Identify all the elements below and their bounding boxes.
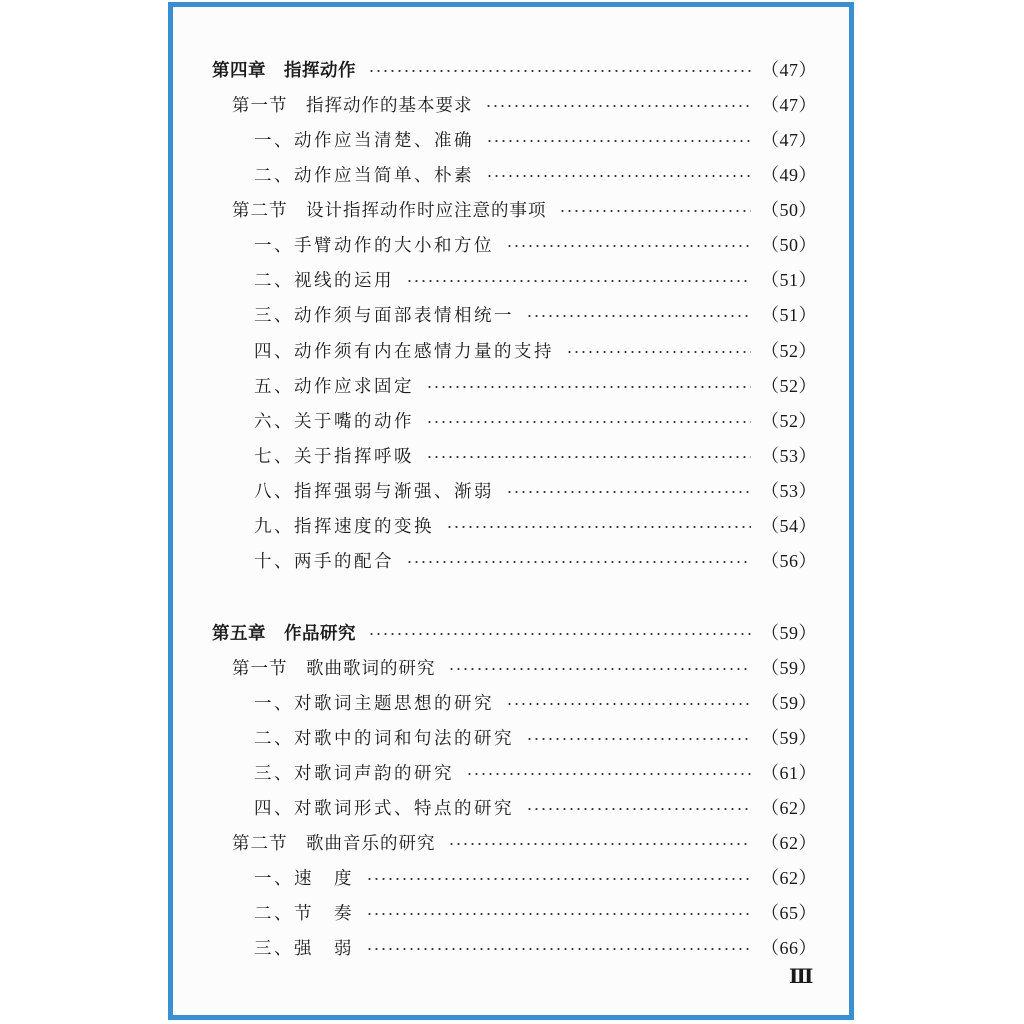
toc-page-number: （49） xyxy=(761,165,817,185)
toc-page-number: （52） xyxy=(761,411,817,431)
dot-leader xyxy=(366,913,751,915)
dot-leader xyxy=(426,456,751,458)
toc-chapter xyxy=(212,617,817,647)
toc-page-number: （47） xyxy=(761,130,817,150)
toc-page-number: （53） xyxy=(761,446,817,466)
toc-entry-title: 三、强 弱 xyxy=(254,938,354,959)
toc-entry-title: 十、两手的配合 xyxy=(254,551,394,572)
toc-entry-title: 第二节 歌曲音乐的研究 xyxy=(232,833,436,854)
toc-page-number: （51） xyxy=(761,305,817,325)
toc-item xyxy=(254,757,817,787)
toc-entry-title: 第一节 指挥动作的基本要求 xyxy=(232,95,473,116)
dot-leader xyxy=(368,633,751,635)
dot-leader xyxy=(526,808,751,810)
toc-entry-title: 二、动作应当简单、朴素 xyxy=(254,165,474,186)
toc-entry-title: 二、对歌中的词和句法的研究 xyxy=(254,728,514,749)
toc-item xyxy=(254,159,817,189)
toc-page-number: （62） xyxy=(761,833,817,853)
toc-section xyxy=(232,194,817,224)
dot-leader xyxy=(466,773,751,775)
toc-entry-title: 一、手臂动作的大小和方位 xyxy=(254,235,494,256)
toc-page-number: （47） xyxy=(761,95,817,115)
toc-item xyxy=(254,299,817,329)
toc-item xyxy=(254,932,817,962)
toc-item xyxy=(254,264,817,294)
toc-section xyxy=(232,827,817,857)
toc-section xyxy=(232,89,817,119)
toc-entry-title: 八、指挥强弱与渐强、渐弱 xyxy=(254,481,494,502)
dot-leader xyxy=(426,421,751,423)
toc-page-number: （51） xyxy=(761,270,817,290)
toc-entry-title: 第五章 作品研究 xyxy=(212,623,356,644)
dot-leader xyxy=(485,105,752,107)
toc-item xyxy=(254,862,817,892)
toc-item xyxy=(254,405,817,435)
toc-page-number: （54） xyxy=(761,516,817,536)
dot-leader xyxy=(486,175,751,177)
toc-page-number: （59） xyxy=(761,728,817,748)
toc-entry-title: 一、对歌词主题思想的研究 xyxy=(254,693,494,714)
toc-item xyxy=(254,545,817,575)
toc-page-number: （47） xyxy=(761,60,817,80)
dot-leader xyxy=(366,948,751,950)
page-number: Ⅲ xyxy=(789,966,814,988)
toc-page-number: （50） xyxy=(761,200,817,220)
toc-entry-title: 三、对歌词声韵的研究 xyxy=(254,763,454,784)
toc-item xyxy=(254,897,817,927)
toc-entry-title: 九、指挥速度的变换 xyxy=(254,516,434,537)
dot-leader xyxy=(406,561,751,563)
toc-entry-title: 六、关于嘴的动作 xyxy=(254,411,414,432)
dot-leader xyxy=(448,843,752,845)
toc-entry-title: 二、视线的运用 xyxy=(254,270,394,291)
toc-entry-title: 四、动作须有内在感情力量的支持 xyxy=(254,341,554,362)
toc-page-number: （52） xyxy=(761,341,817,361)
dot-leader xyxy=(368,70,751,72)
toc-page-number: （61） xyxy=(761,763,817,783)
dot-leader xyxy=(506,245,751,247)
toc-entry-title: 第四章 指挥动作 xyxy=(212,60,356,81)
dot-leader xyxy=(559,210,752,212)
toc-item xyxy=(254,440,817,470)
toc-page-number: （65） xyxy=(761,903,817,923)
toc-item xyxy=(254,335,817,365)
toc-entry-title: 一、速 度 xyxy=(254,868,354,889)
toc-page-number: （52） xyxy=(761,376,817,396)
toc-page-number: （59） xyxy=(761,623,817,643)
dot-leader xyxy=(526,738,751,740)
toc-page-number: （59） xyxy=(761,658,817,678)
toc-entry-title: 四、对歌词形式、特点的研究 xyxy=(254,798,514,819)
toc-page-number: （59） xyxy=(761,693,817,713)
toc-section xyxy=(232,652,817,682)
toc-page-number: （53） xyxy=(761,481,817,501)
toc-item xyxy=(254,687,817,717)
toc-item xyxy=(254,229,817,259)
dot-leader xyxy=(448,668,752,670)
toc-entry-title: 第一节 歌曲歌词的研究 xyxy=(232,658,436,679)
toc-item xyxy=(254,475,817,505)
dot-leader xyxy=(526,315,751,317)
dot-leader xyxy=(566,351,751,353)
toc-page-number: （66） xyxy=(761,938,817,958)
dot-leader xyxy=(446,526,751,528)
dot-leader xyxy=(406,280,751,282)
toc-page-number: （62） xyxy=(761,868,817,888)
toc-entry-title: 五、动作应求固定 xyxy=(254,376,414,397)
dot-leader xyxy=(506,703,751,705)
dot-leader xyxy=(366,878,751,880)
toc-item xyxy=(254,370,817,400)
toc-item xyxy=(254,722,817,752)
book-page xyxy=(168,2,854,1020)
toc-entry-title: 七、关于指挥呼吸 xyxy=(254,446,414,467)
toc-page-number: （50） xyxy=(761,235,817,255)
toc-page-number: （56） xyxy=(761,551,817,571)
toc-page-number: （62） xyxy=(761,798,817,818)
toc-chapter xyxy=(212,54,817,84)
toc-entry-title: 三、动作须与面部表情相统一 xyxy=(254,305,514,326)
dot-leader xyxy=(486,140,751,142)
toc-entry-title: 二、节 奏 xyxy=(254,903,354,924)
dot-leader xyxy=(506,491,751,493)
dot-leader xyxy=(426,386,751,388)
toc-entry-title: 第二节 设计指挥动作时应注意的事项 xyxy=(232,200,547,221)
toc-item xyxy=(254,792,817,822)
toc-item xyxy=(254,510,817,540)
toc-entry-title: 一、动作应当清楚、准确 xyxy=(254,130,474,151)
toc-item xyxy=(254,124,817,154)
